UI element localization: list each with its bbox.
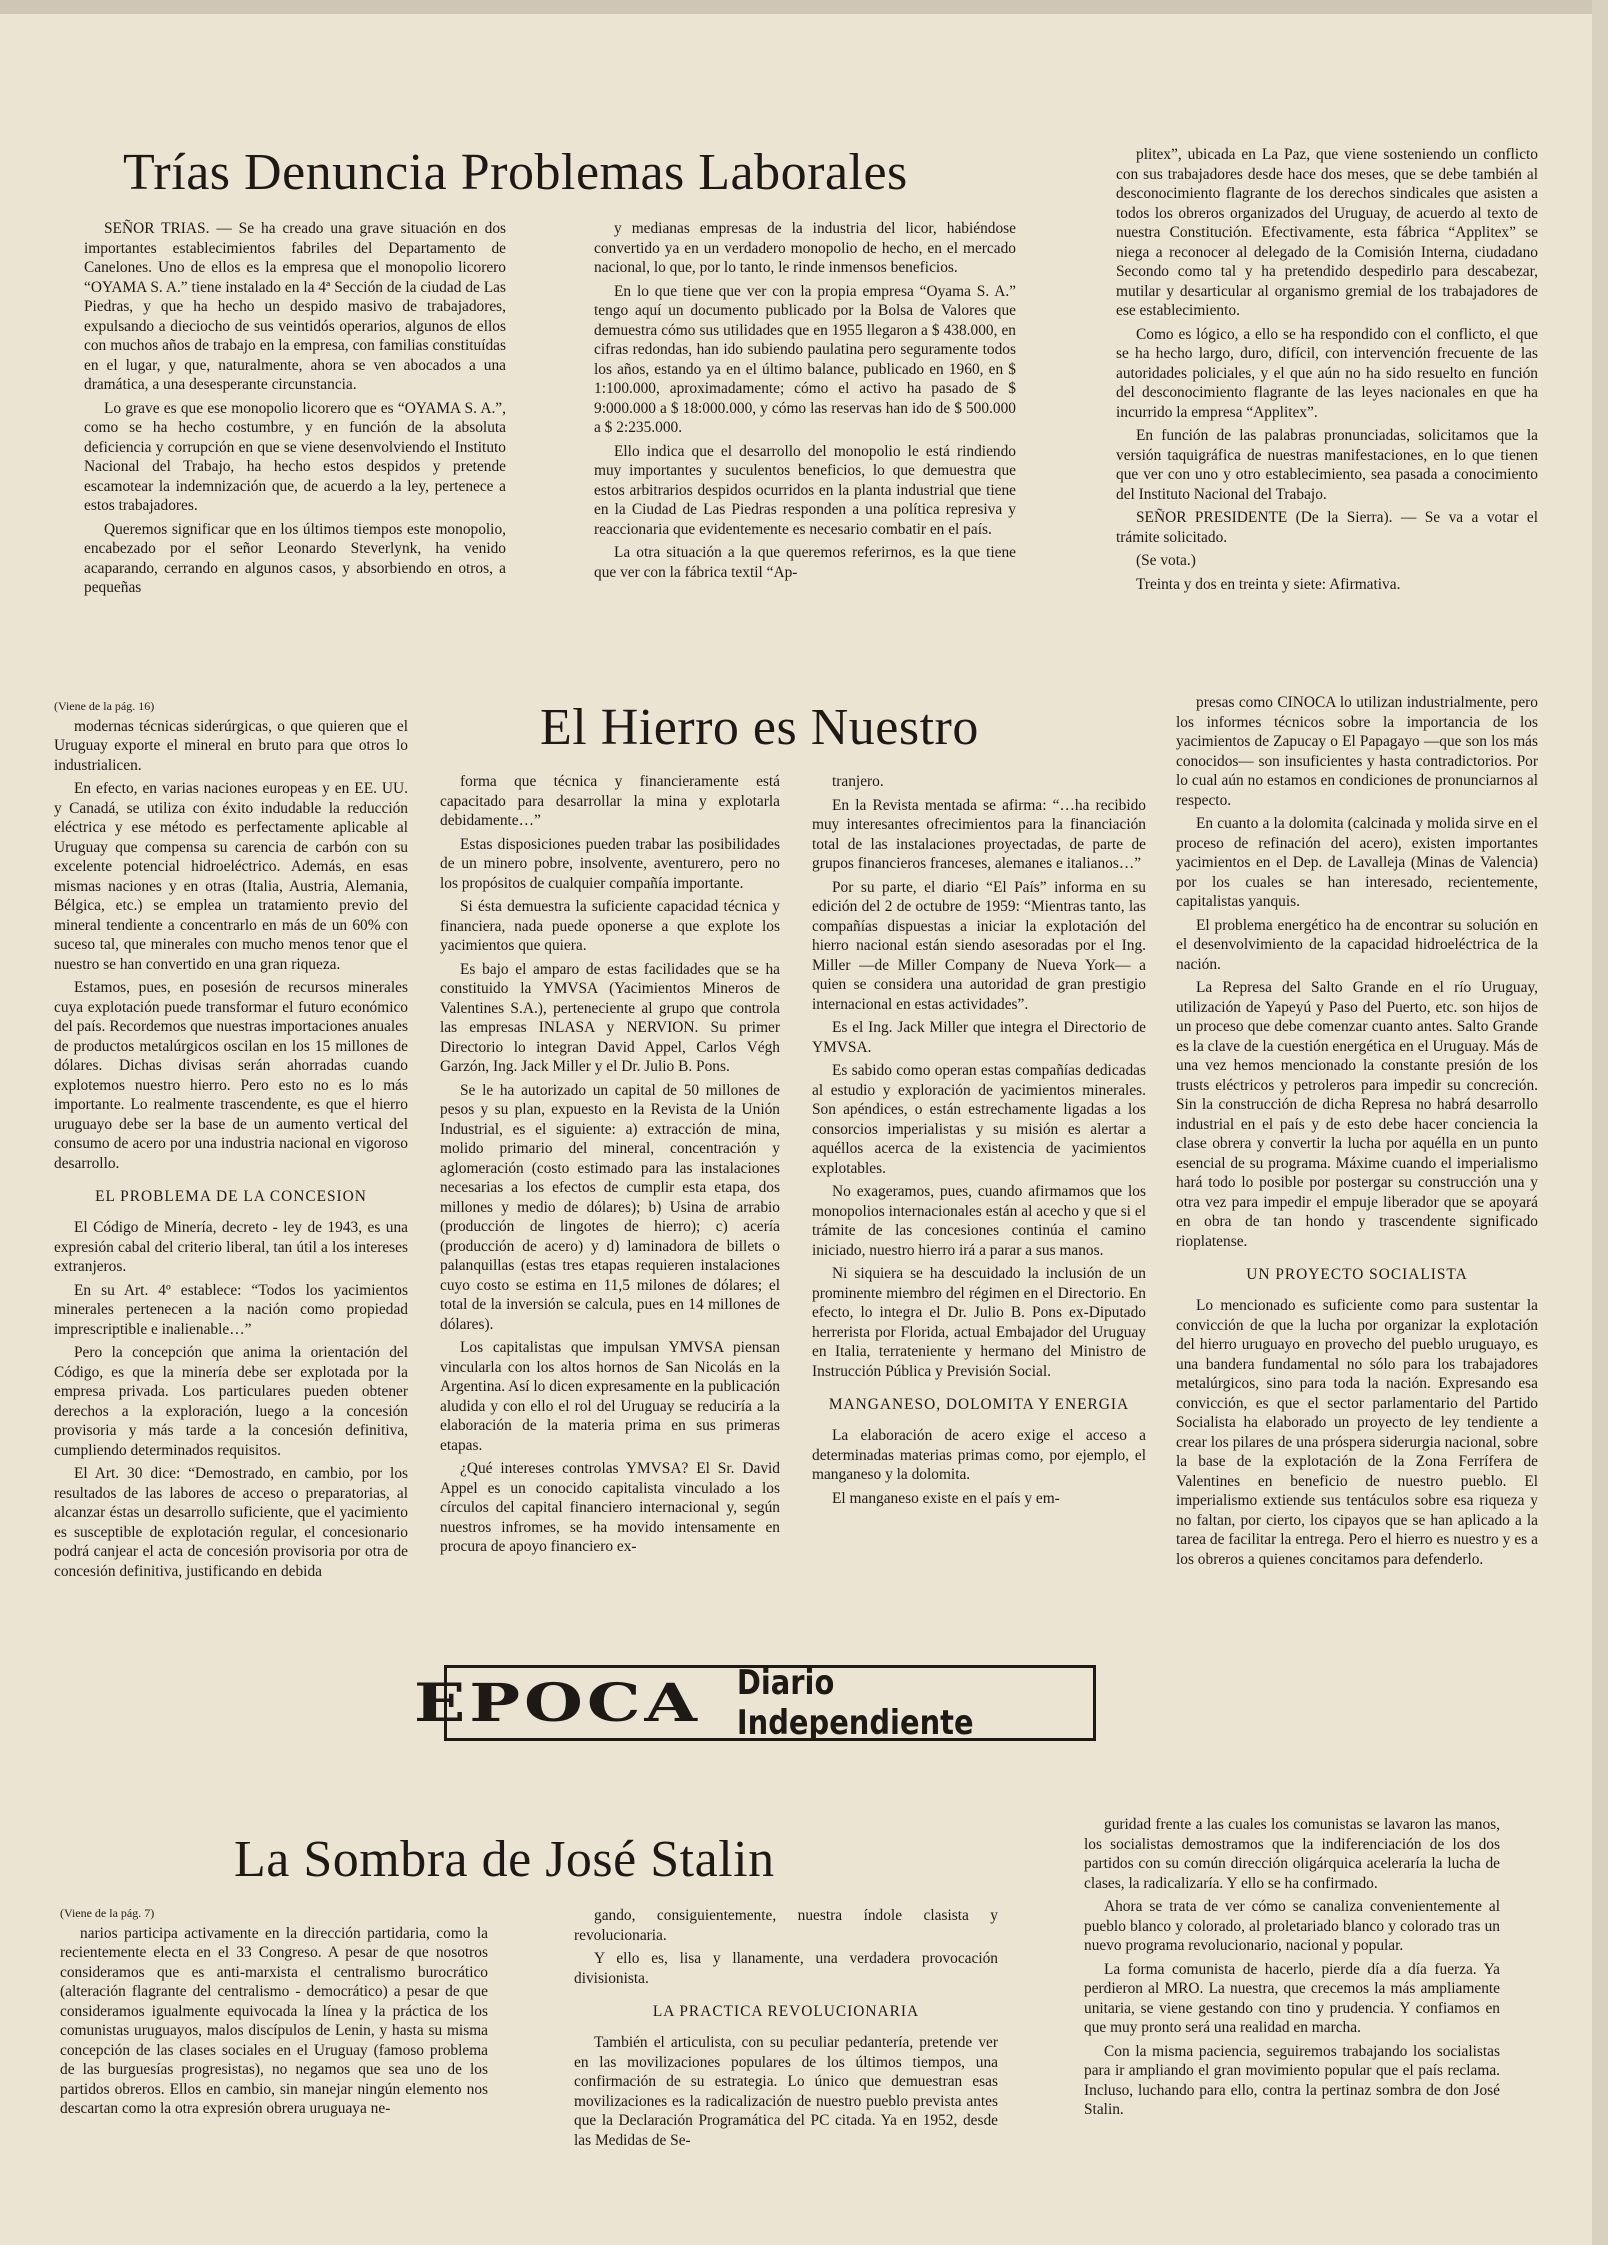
paragraph: tranjero. (832, 773, 884, 790)
paragraph: Por su parte, el diario “El País” informa en su edición del 2 de octubre de 1959: “Mientras tanto, las compañías dispuestas a iniciar la explotación del hierro nacional están siendo asesoradas por el Ing. Miller —de Miller Company de Nueva York— a quien se considera una autoridad de gran prestigio internacional en estas actividades”. (812, 878, 1146, 1013)
paragraph: En la Revista mentada se afirma: “…ha recibido muy interesantes ofrecimientos para la financiación total de las instalaciones proyectadas, de parte de grupos financieros franceses, alemanes e italianos…” (812, 796, 1146, 872)
paragraph: Ni siquiera se ha descuidado la inclusión de un prominente miembro del régimen en el Directorio. En efecto, lo integra el Dr. Julio B. Pons ex-Diputado herrerista por Florida, actual Embajador del Uruguay en Italia, terrateniente y hermano del Ministro de Instrucción Pública y Previsión Social. (812, 1265, 1146, 1380)
article1-headline: Trías Denuncia Problemas Laborales (123, 144, 908, 201)
paragraph: El manganeso existe en el país y em- (832, 1489, 1060, 1507)
paragraph: narios participa activamente en la dirección partidaria, como la recientemente electa en el 33 Congreso. A pesar de que nosotros consideramos que es anti-marxista el centralismo burocrático (alteración flagrante del centralismo - democrático) a pesar de que consideramos igualmente equivocada la línea y la práctica de los comunistas uruguayos, malos discípulos de Lenin, y hasta su misma concepción de las clases sociales en el Uruguay (famoso problema de las burguesías progresistas), no negamos que sea uno de los partidos obreros. Ellos en cambio, sin manejar ningún elemento nos descartan como la otra expresión obrera uruguaya ne- (60, 1924, 488, 2117)
paragraph: forma que técnica y financieramente está capacitado para desarrollar la mina y explotarla debidamente…” (440, 773, 780, 829)
paragraph: Como es lógico, a ello se ha respondido con el conflicto, el que se ha hecho largo, duro, difícil, con intervención frecuente de las autoridades policiales, y el que aún no ha sido resuelto en función del desconocimiento flagrante de las leyes nacionales en que ha incurrido la empresa “Applitex”. (1116, 325, 1538, 421)
epoca-tagline: Diario Independiente (736, 1663, 974, 1743)
paragraph: La elaboración de acero exige el acceso a determinadas materias primas como, por ejemplo, el manganeso y la dolomita. (812, 1427, 1146, 1483)
paragraph: También el articulista, con su peculiar pedantería, pretende ver en las movilizaciones populares de los últimos tiempos, una confirmación de su estrategia. Lo único que demuestran esas movilizaciones es la radicalización de nuestro pueblo prevista antes que la Declaración Programática del PC citada. Ya en 1952, desde las Medidas de Se- (574, 2034, 998, 2149)
paragraph: No exageramos, pues, cuando afirmamos que los monopolios internacionales están al acecho y que si el trámite de las concesiones continúa el camino iniciado, nuestro hierro irá a parar a sus manos. (812, 1183, 1146, 1259)
paragraph: Es bajo el amparo de estas facilidades que se ha constituido la YMVSA (Yacimientos Mineros de Valentines S.A.), perteneciente al grupo que controla las empresas INLASA y NERVION. Su primer Directorio lo integran David Appel, Carlos Végh Garzón, Ing. Jack Miller y el Dr. Julio B. Pons. (440, 960, 780, 1075)
article3-column-1-text (60, 1924, 488, 2119)
article3-column-2-text-b (574, 2033, 998, 2150)
paragraph: Y ello es, lisa y llanamente, una verdadera provocación divisionista. (574, 1950, 998, 1987)
article2-subheading-proyecto: UN PROYECTO SOCIALISTA (1246, 1266, 1468, 1283)
paragraph: Pero la concepción que anima la orientación del Código, es que la minería debe ser explotada por la empresa privada. Los particulares pueden obtener derechos a la exploración, luego a la concesión provisoria y más tarde a la concesión definitiva, cumpliendo determinados requisitos. (54, 1344, 408, 1459)
paragraph: Estas disposiciones pueden trabar las posibilidades de un minero pobre, insolvente, aventurero, pero no los propósitos de cualquier compañía importante. (440, 835, 780, 892)
article3-column-2 (574, 1906, 998, 2206)
epoca-advertisement (413, 1663, 1096, 1743)
paragraph: La Represa del Salto Grande en el río Uruguay, utilización de Yapeyú y Paso del Puerto, etc. son hijos de un proceso que debe comenzar cuanto antes. Salto Grande es la clave de la cuestión energética en el Uruguay. Más de una vez hemos mencionado la constante presión de los trusts eléctricos y petroleros para impedir su concreción. Sin la construcción de dicha Represa no habrá desarrollo industrial en el país y de esto debe hacer conciencia la clase obrera y convertir la lucha por aquélla en un punto esencial de su programa. Máxime cuando el imperialismo hará todo lo posible por postergar su construcción una y otra vez para impedir el empuje liberador que se apoyará en obra de tan hondo y trascendente significado rioplatense. (1176, 979, 1538, 1250)
paragraph: Estamos, pues, en posesión de recursos minerales cuya explotación puede transformar el futuro económico del país. Recordemos que nuestras importaciones anuales de productos metalúrgicos oscilan en los 15 millones de dólares. Dichas divisas serán ahorradas cuando explotemos nuestro hierro. Pero esto no es lo más importante. Lo realmente trascendente, es que el hierro uruguayo debe ser la base de un aumento vertical del consumo de acero por una industria nacional en vigoroso desarrollo. (54, 979, 408, 1172)
paragraph: plitex”, ubicada en La Paz, que viene sosteniendo un conflicto con sus trabajadores desde hace dos meses, que se debe también al desconocimiento flagrante de los derechos sindicales que asisten a todos los obreros organizados del Uruguay, de acuerdo al texto de nuestra Constitución. Efectivamente, esta fábrica “Applitex” se niega a reconocer al delegado de la Comisión Interna, ciudadano Secondo como tal y ha pretendido despedirlo para descabezar, mutilar y desarticular al organismo gremial de los trabajadores de ese establecimiento. (1116, 146, 1538, 319)
article2-subheading-manganeso: MANGANESO, DOLOMITA Y ENERGIA (828, 1396, 1130, 1413)
article2-column-1-text (54, 717, 408, 1174)
page-top-edge (0, 0, 1608, 14)
article2-column-2 (440, 772, 780, 1644)
article3-subheading-practica: LA PRACTICA REVOLUCIONARIA (652, 2003, 920, 2020)
paragraph: Es el Ing. Jack Miller que integra el Directorio de YMVSA. (812, 1019, 1146, 1056)
article2-column-3-text-b (812, 1426, 1146, 1508)
paragraph: (Se vota.) (1136, 552, 1196, 569)
paragraph: El problema energético ha de encontrar su solución en el desenvolvimiento de la capacidad hidroeléctrica de la nación. (1176, 916, 1538, 973)
article2-subheading-concesion: EL PROBLEMA DE LA CONCESION (95, 1188, 367, 1205)
article3-column-2-text (574, 1906, 998, 1988)
paragraph: En efecto, en varias naciones europeas y en EE. UU. y Canadá, se utiliza con éxito indudable la reducción eléctrica y ese método es perfectamente aplicable al Uruguay que compensa su carencia de carbón con su excelente potencial hidroeléctrico. Además, en esas mismas naciones y en otras (Italia, Austria, Alemania, Bélgica, etc.) se emplea un tratamiento previo del mineral tendiente a concentrarlo en más de un 60% con suceso tal, que minerales con mucho menos tenor que el nuestro se han convertido en una gran riqueza. (54, 780, 408, 973)
article2-column-4 (1176, 693, 1538, 1773)
paragraph: Ello indica que el desarrollo del monopolio le está rindiendo muy importantes y suculentos beneficios, lo que demuestra que estos arbitrarios despidos ocurridos en la planta industrial que tiene en la Ciudad de Las Piedras responden a una política represiva y reaccionaria que evidentemente es necesario combatir en el país. (594, 442, 1016, 538)
paragraph: En su Art. 4º establece: “Todos los yacimientos minerales pertenecen a la nación como propiedad imprescriptible e inalienable…” (54, 1281, 408, 1338)
article3-column-3 (1084, 1815, 1500, 2205)
paragraph: Es sabido como operan estas compañías dedicadas al estudio y exploración de yacimientos minerales. Son apéndices, o están estrechamente ligadas a los consorcios imperialistas y su misión es alertar a aquéllos acerca de la existencia de yacimientos explotables. (812, 1062, 1146, 1177)
paragraph: Se le ha autorizado un capital de 50 millones de pesos y su plan, expuesto en la Revista de la Unión Industrial, es el siguiente: a) extracción de mina, molido primario del mineral, concentración y aglomeración (costo estimado para las instalaciones necesarias a los efectos de cumplir esta etapa, dos millones y medio de dólares); b) Usina de arrabio (producción de lingotes de hierro); c) acería (producción de acero) y d) laminadora de billets o palanquillas (estas tres etapas requieren instalaciones cuyo costo se estima en 11,5 milones de dólares; el total de la inversión se calcula, pues en 14 millones de dólares). (440, 1081, 780, 1333)
paragraph: Ahora se trata de ver cómo se canaliza convenientemente al pueblo blanco y colorado, al proletariado blanco y colorado tras un nuevo programa revolucionario, nacional y popular. (1084, 1898, 1500, 1954)
article2-column-3-text (812, 772, 1146, 1381)
paragraph: ¿Qué intereses controlas YMVSA? El Sr. David Appel es un conocido capitalista vinculado a los círculos del capital financiero internacional y, según nuestros infromes, se ha movido intensamente en procura de apoyo financiero ex- (440, 1460, 780, 1555)
paragraph: Los capitalistas que impulsan YMVSA piensan vincularla con los altos hornos de San Nicolás en la Argentina. Así lo dicen expresamente en la publicación aludida y con ello el rol del Uruguay se reduciría a la elaboración de la materia prima en sus primeras etapas. (440, 1339, 780, 1454)
paragraph: Lo grave es que ese monopolio licorero que es “OYAMA S. A.”, como se ha hecho costumbre, y en función de la absoluta deficiencia y corrupción en que se viene desenvolviendo el Instituto Nacional del Trabajo, ha hecho estos despidos y pretende escamotear la indemnización que, de acuerdo a la ley, pertenece a estos trabajadores. (84, 399, 506, 514)
article2-headline: El Hierro es Nuestro (540, 699, 979, 756)
epoca-logo: EPOCA (413, 1672, 701, 1734)
article2-column-1-text-b (54, 1218, 408, 1581)
paragraph: Queremos significar que en los últimos tiempos este monopolio, encabezado por el señor Leonardo Steverlynk, ha venido acaparando, cerrando en algunos casos, y absorbiendo en otros, a pequeñas (84, 520, 506, 596)
paragraph: modernas técnicas siderúrgicas, o que quieren que el Uruguay exporte el mineral en bruto para que otros lo industrialicen. (54, 717, 408, 774)
paragraph: La forma comunista de hacerlo, pierde día a día fuerza. Ya perdieron al MRO. La nuestra, que crecemos la más ampliamente unitaria, se viene gestando con tino y prudencia. Y confiamos en que muy pronto será una realidad en marcha. (1084, 1960, 1500, 2036)
paragraph: Si ésta demuestra la suficiente capacidad técnica y financiera, nada puede oponerse a que explote los yacimientos que quiera. (440, 898, 780, 954)
paragraph: y medianas empresas de la industria del licor, habiéndose convertido ya en un verdadero monopolio de hecho, en el mercado nacional, lo que, por lo tanto, le rinde inmensos beneficios. (594, 220, 1016, 276)
article2-column-3 (812, 772, 1146, 1644)
article2-continued-note: (Viene de la pág. 16) (54, 699, 155, 713)
paragraph: presas como CINOCA lo utilizan industrialmente, pero los informes técnicos sobre la importancia de los yacimientos de Zapucay o El Papagayo —que son los más conocidos— son insuficientes y hasta contradictorios. Por lo cual aún no estamos en condiciones de pronunciarnos al respecto. (1176, 694, 1538, 809)
article3-headline: La Sombra de José Stalin (234, 1831, 775, 1888)
paragraph: En cuanto a la dolomita (calcinada y molida sirve en el proceso de refinación del acero), existen importantes yacimientos en el Dep. de Lavalleja (Minas de Valencia) por los cuales se han interesado, recientemente, capitalistas yanquis. (1176, 815, 1538, 910)
paragraph: Con la misma paciencia, seguiremos trabajando los socialistas para ir ampliando el gran movimiento popular que el país reclama. Incluso, luchando para ello, contra la pertinaz sombra de don José Stalin. (1084, 2042, 1500, 2118)
page-right-edge (1592, 0, 1608, 2245)
article1-column-1 (84, 219, 506, 651)
article2-column-1 (54, 697, 408, 1772)
article3-continued-note: (Viene de la pág. 7) (60, 1906, 155, 1920)
paragraph: SEÑOR TRIAS. — Se ha creado una grave situación en dos importantes establecimientos fabriles del Departamento de Canelones. Uno de ellos es la empresa que el monopolio licorero “OYAMA S. A.” tiene instalado en la 4ª Sección de la ciudad de Las Piedras, y que ha hecho un despido masivo de trabajadores, expulsando a dieciocho de sus veintidós operarios, algunos de ellos con muchos años de trabajo en la empresa, con familias constituídas en el lugar, y que, naturalmente, ahora se ven abocados a una dramática, a una desesperante circunstancia. (84, 220, 506, 393)
paragraph: En función de las palabras pronunciadas, solicitamos que la versión taquigráfica de nuestras manifestaciones, en lo que tienen que ver con uno y otro establecimiento, sea pasada a conocimiento del Instituto Nacional del Trabajo. (1116, 427, 1538, 503)
paragraph: Lo mencionado es suficiente como para sustentar la convicción de que la lucha por organizar la explotación del hierro uruguayo en provecho del pueblo uruguayo, es una bandera fundamental no sólo para los trabajadores metalúrgicos, sino para toda la nación. Expresando esa convicción, es que el sector parlamentario del Partido Socialista ha elaborado un proyecto de ley tendiente a crear los pilares de una próspera siderurgia nacional, sobre la base de la explotación de la Zona Ferrífera de Valentines en beneficio de nuestro pueblo. El imperialismo extiende sus tentáculos sobre esa riqueza y no faltan, por cierto, los cipayos que se han aplicado a la tarea de facilitar la entrega. Pero el hierro es nuestro y es a los obreros a quienes concitamos para defenderlo. (1176, 1297, 1538, 1568)
paragraph: SEÑOR PRESIDENTE (De la Sierra). — Se va a votar el trámite solicitado. (1116, 509, 1538, 546)
paragraph: gando, consiguientemente, nuestra índole clasista y revolucionaria. (574, 1907, 998, 1944)
paragraph: En lo que tiene que ver con la propia empresa “Oyama S. A.” tengo aquí un documento publicado por la Bolsa de Valores que demuestra cómo sus utilidades que en 1955 llegaron a $ 438.000, en cifras redondas, han ido subiendo paulatina pero seguramente todos los años, estando ya en el último balance, publicado en 1960, en $ 1:100.000, aproximadamente; cómo el activo ha pasado de $ 9:000.000 a $ 18:000.000, y cómo las reservas han ido de $ 500.000 a $ 2:235.000. (594, 282, 1016, 436)
paragraph: El Art. 30 dice: “Demostrado, en cambio, por los resultados de las labores de acceso o preparatorias, al alcanzar éstas un desarrollo suficiente, que el yacimiento es susceptible de explotación regular, el concesionario podrá canjear el acta de concesión provisoria por otra de concesión definitiva, justificando en debida (54, 1465, 408, 1580)
paragraph: Treinta y dos en treinta y siete: Afirmativa. (1136, 575, 1401, 593)
paragraph: El Código de Minería, decreto - ley de 1943, es una expresión cabal del criterio liberal, tan útil a los intereses extranjeros. (54, 1219, 408, 1275)
article3-column-1 (60, 1904, 488, 2204)
article2-column-4-text (1176, 693, 1538, 1251)
article1-column-2 (594, 219, 1016, 651)
paragraph: La otra situación a la que queremos referirnos, es la que tiene que ver con la fábrica textil “Ap- (594, 544, 1016, 581)
article2-column-4-text-b (1176, 1296, 1538, 1569)
article1-column-3 (1116, 145, 1538, 651)
paragraph: guridad frente a las cuales los comunistas se lavaron las manos, los socialistas demostramos que la indiferenciación de los dos partidos con su común dirección oligárquica aceleraría la lucha de clases, la radicalizaría. Y ello se ha confirmado. (1084, 1816, 1500, 1892)
